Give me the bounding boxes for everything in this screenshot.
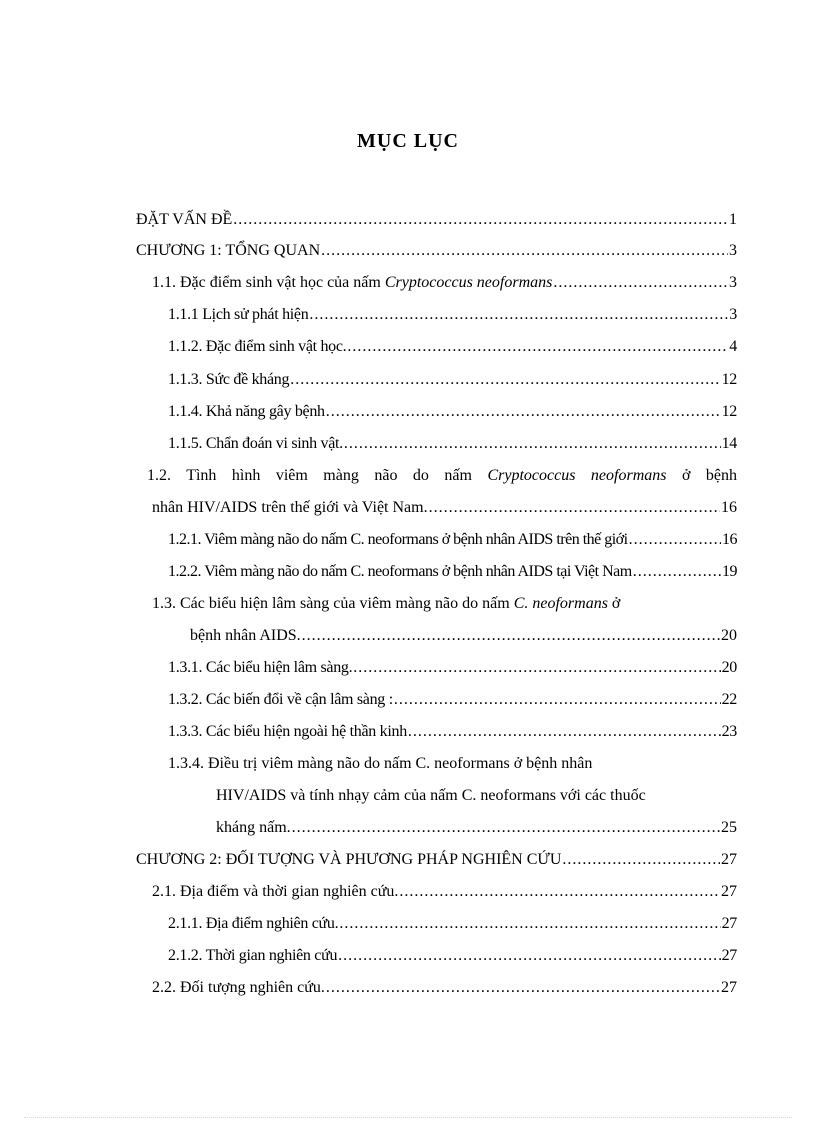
toc-leader	[408, 722, 721, 742]
toc-entry[interactable]	[136, 210, 737, 230]
toc-entry[interactable]	[168, 370, 737, 390]
toc-entry-text: CHƯƠNG 1: TỔNG QUAN	[136, 242, 321, 259]
toc-entry-text: bệnh nhân AIDS.	[190, 627, 301, 644]
toc-leader	[326, 402, 721, 422]
toc-leader	[309, 305, 728, 325]
toc-page-number: 1	[729, 211, 737, 228]
toc-entry-text: 1.1.4. Khả năng gây bệnh	[168, 403, 325, 420]
toc-page-number: 4	[729, 338, 737, 355]
toc-leader	[302, 626, 720, 646]
toc-entry-line1[interactable]	[152, 594, 727, 614]
toc-entry[interactable]	[168, 562, 737, 582]
toc-entry-text: 1.1.3. Sức đề kháng	[168, 371, 290, 388]
toc-entry[interactable]	[168, 722, 737, 742]
toc-entry[interactable]	[168, 690, 737, 710]
toc-entry-line1[interactable]	[147, 466, 737, 486]
toc-entry-text: 1.1.1 Lịch sử phát hiện	[168, 306, 309, 323]
toc-entry-text: 2.1.2. Thời gian nghiên cứu	[168, 947, 338, 964]
toc-page-number: 27	[721, 947, 737, 964]
toc-leader	[339, 914, 720, 934]
page-bottom-divider	[24, 1117, 792, 1118]
toc-leader	[344, 434, 721, 454]
toc-entry[interactable]	[168, 434, 737, 454]
toc-leader	[553, 273, 728, 293]
toc-entry-text: 1.3.3. Các biểu hiện ngoài hệ thần kinh	[168, 723, 407, 740]
toc-page-number: 3	[729, 306, 737, 323]
toc-entry[interactable]	[136, 850, 737, 870]
toc-entry-text: kháng nấm.	[216, 819, 291, 836]
toc-entry[interactable]	[168, 305, 737, 325]
toc-page-number: 22	[721, 691, 737, 708]
toc-page-number: 20	[721, 659, 737, 676]
toc-entry[interactable]	[190, 626, 737, 646]
toc-page-number: 16	[721, 499, 737, 516]
toc-entry[interactable]	[168, 337, 737, 357]
toc-page-number: 12	[721, 371, 737, 388]
toc-entry[interactable]	[216, 818, 737, 838]
toc-leader	[562, 850, 720, 870]
toc-entry-text: 1.2.2. Viêm màng não do nấm C. neoformans ở bệnh nhân AIDS tại Việt Nam	[168, 563, 632, 580]
toc-entry-line2[interactable]	[216, 786, 726, 806]
toc-leader	[394, 690, 721, 710]
page-title: MỤC LỤC	[357, 130, 459, 152]
toc-entry-text: 2.1. Địa điểm và thời gian nghiên cứu.	[152, 883, 399, 900]
toc-entry[interactable]	[168, 946, 737, 966]
toc-entry[interactable]	[152, 882, 737, 902]
toc-entry[interactable]	[168, 658, 737, 678]
toc-leader	[233, 210, 728, 230]
toc-entry[interactable]	[152, 498, 737, 518]
toc-page-number: 25	[721, 819, 737, 836]
toc-leader	[633, 562, 721, 582]
toc-page-number: 23	[721, 723, 737, 740]
toc-leader	[338, 946, 720, 966]
toc-entry-text: nhân HIV/AIDS trên thế giới và Việt Nam.	[152, 499, 428, 516]
toc-page-number: 3	[729, 242, 737, 259]
toc-entry[interactable]	[136, 241, 737, 261]
toc-entry-text: 1.3. Các biểu hiện lâm sàng của viêm màng não do nấm C. neoformans ở	[152, 595, 621, 612]
toc-entry-line1[interactable]	[168, 754, 668, 774]
toc-leader	[290, 370, 720, 390]
toc-entry-text: 1.2.1. Viêm màng não do nấm C. neoformans ở bệnh nhân AIDS trên thế giới	[168, 531, 628, 548]
toc-entry[interactable]	[168, 530, 737, 550]
toc-entry-text: HIV/AIDS và tính nhạy cảm của nấm C. neoformans với các thuốc	[216, 787, 646, 804]
toc-page-number: 3	[729, 274, 737, 291]
toc-leader	[321, 241, 728, 261]
toc-entry-text: CHƯƠNG 2: ĐỐI TƯỢNG VÀ PHƯƠNG PHÁP NGHIÊN CỨU	[136, 851, 562, 868]
toc-page-number: 20	[721, 627, 737, 644]
toc-leader	[629, 530, 721, 550]
toc-entry-text: 1.3.1. Các biểu hiện lâm sàng.	[168, 659, 353, 676]
toc-entry-text: ĐẶT VẤN ĐỀ	[136, 211, 233, 228]
toc-page-number: 27	[721, 979, 737, 996]
toc-leader	[399, 882, 720, 902]
toc-entry-text: 1.2. Tình hình viêm màng não do nấm Cryptococcus neoformans ở bệnh	[147, 467, 738, 484]
toc-entry-text: 1.3.2. Các biến đổi về cận lâm sàng :	[168, 691, 393, 708]
toc-page-number: 27	[721, 915, 737, 932]
toc-leader	[347, 337, 728, 357]
toc-page-number: 19	[722, 563, 737, 580]
toc-leader	[429, 498, 720, 518]
toc-entry-text: 2.2. Đối tượng nghiên cứu.	[152, 979, 325, 996]
toc-entry-text: 1.1.2. Đặc điểm sinh vật học.	[168, 338, 347, 355]
toc-leader	[292, 818, 720, 838]
toc-entry-text: 1.1.5. Chẩn đoán vi sinh vật.	[168, 435, 343, 452]
toc-page-number: 27	[721, 883, 737, 900]
toc-entry[interactable]	[168, 914, 737, 934]
toc-page-number: 14	[721, 435, 737, 452]
toc-leader	[326, 978, 720, 998]
toc-entry-text: 1.1. Đặc điểm sinh vật học của nấm Cryptococcus neoformans	[152, 274, 553, 291]
toc-entry-text: 1.3.4. Điều trị viêm màng não do nấm C. neoformans ở bệnh nhân	[168, 755, 593, 772]
toc-page-number: 27	[721, 851, 737, 868]
toc-entry-text: 2.1.1. Địa điểm nghiên cứu.	[168, 915, 339, 932]
toc-leader	[353, 658, 720, 678]
toc-page-number: 12	[721, 403, 737, 420]
toc-page-number: 16	[722, 531, 737, 548]
toc-entry[interactable]	[152, 978, 737, 998]
toc-entry[interactable]	[168, 402, 737, 422]
toc-entry[interactable]	[152, 273, 737, 293]
